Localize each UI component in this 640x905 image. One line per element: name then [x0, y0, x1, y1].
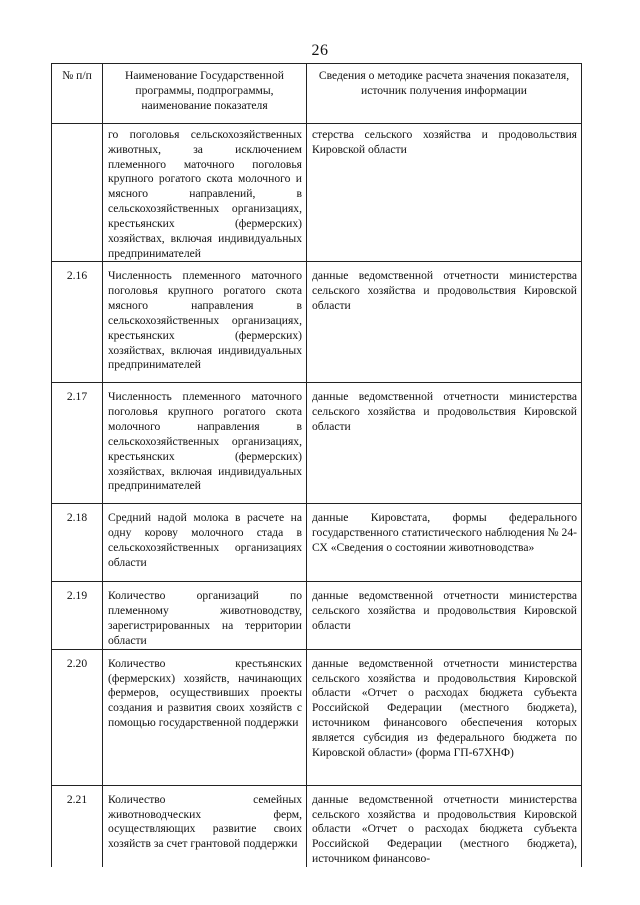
- table-header: [52, 64, 582, 124]
- table-row: [52, 383, 582, 504]
- row-info: стерства сельского хозяйства и продовольствия Кировской области: [307, 124, 582, 262]
- indicators-table: [51, 63, 582, 867]
- row-num: 2.21: [52, 785, 103, 867]
- row-num: 2.17: [52, 383, 103, 504]
- table-row: [52, 262, 582, 383]
- row-num: 2.16: [52, 262, 103, 383]
- header-info: Сведения о методике расчета значения показателя, источник получения информации: [307, 64, 582, 124]
- row-name: Средний надой молока в расчете на одну корову молочного стада в сельскохозяйственных организациях области: [103, 504, 307, 582]
- row-info: данные ведомственной отчетности министерства сельского хозяйства и продовольствия Кировской области: [307, 582, 582, 649]
- row-name: Количество крестьянских (фермерских) хозяйств, начинающих фермеров, осуществивших проекты создания и развития своих хозяйств с помощью государственной поддержки: [103, 649, 307, 785]
- row-num: 2.18: [52, 504, 103, 582]
- page-number: 26: [311, 42, 329, 59]
- row-name: Количество семейных животноводческих ферм, осуществляющих развитие своих хозяйств за счет грантовой поддержки: [103, 785, 307, 867]
- row-num: 2.19: [52, 582, 103, 649]
- row-info: данные ведомственной отчетности министерства сельского хозяйства и продовольствия Кировской области «Отчет о расходах бюджета субъекта Российской Федерации (местного бюджета), источником финансово-: [307, 785, 582, 867]
- table-row: [52, 124, 582, 262]
- table-row: [52, 504, 582, 582]
- row-info: данные ведомственной отчетности министерства сельского хозяйства и продовольствия Кировской области: [307, 383, 582, 504]
- header-name: Наименование Государственной программы, подпрограммы, наименование показателя: [103, 64, 307, 124]
- row-name: Численность племенного маточного поголовья крупного рогатого скота мясного направления в сельскохозяйственных организациях, крестьянских (фермерских) хозяйствах, включая индивидуальных предпринимателей: [103, 262, 307, 383]
- row-num: [52, 124, 103, 262]
- table-row: [52, 649, 582, 785]
- row-info: данные Кировстата, формы федерального государственного статистического наблюдения № 24-СХ «Сведения о состоянии животноводства»: [307, 504, 582, 582]
- row-num: 2.20: [52, 649, 103, 785]
- table-row: [52, 785, 582, 867]
- table-row: [52, 582, 582, 649]
- row-info: данные ведомственной отчетности министерства сельского хозяйства и продовольствия Кировской области «Отчет о расходах бюджета субъекта Российской Федерации (местного бюджета), источником финансового обеспечения которых является субсидия из федерального бюджета по Кировской области» (форма ГП-67ХНФ): [307, 649, 582, 785]
- row-name: го поголовья сельскохозяйственных животных, за исключением племенного маточного поголовья крупного рогатого скота молочного и мясного направлений, в сельскохозяйственных организациях, крестьянских (фермерских) хозяйствах, включая индивидуальных предпринимателей: [103, 124, 307, 262]
- row-name: Количество организаций по племенному животноводству, зарегистрированных на территории области: [103, 582, 307, 649]
- header-num: № п/п: [52, 64, 103, 124]
- row-name: Численность племенного маточного поголовья крупного рогатого скота молочного направления в сельскохозяйственных организациях, крестьянских (фермерских) хозяйствах, включая индивидуальных предпринимателей: [103, 383, 307, 504]
- row-info: данные ведомственной отчетности министерства сельского хозяйства и продовольствия Кировской области: [307, 262, 582, 383]
